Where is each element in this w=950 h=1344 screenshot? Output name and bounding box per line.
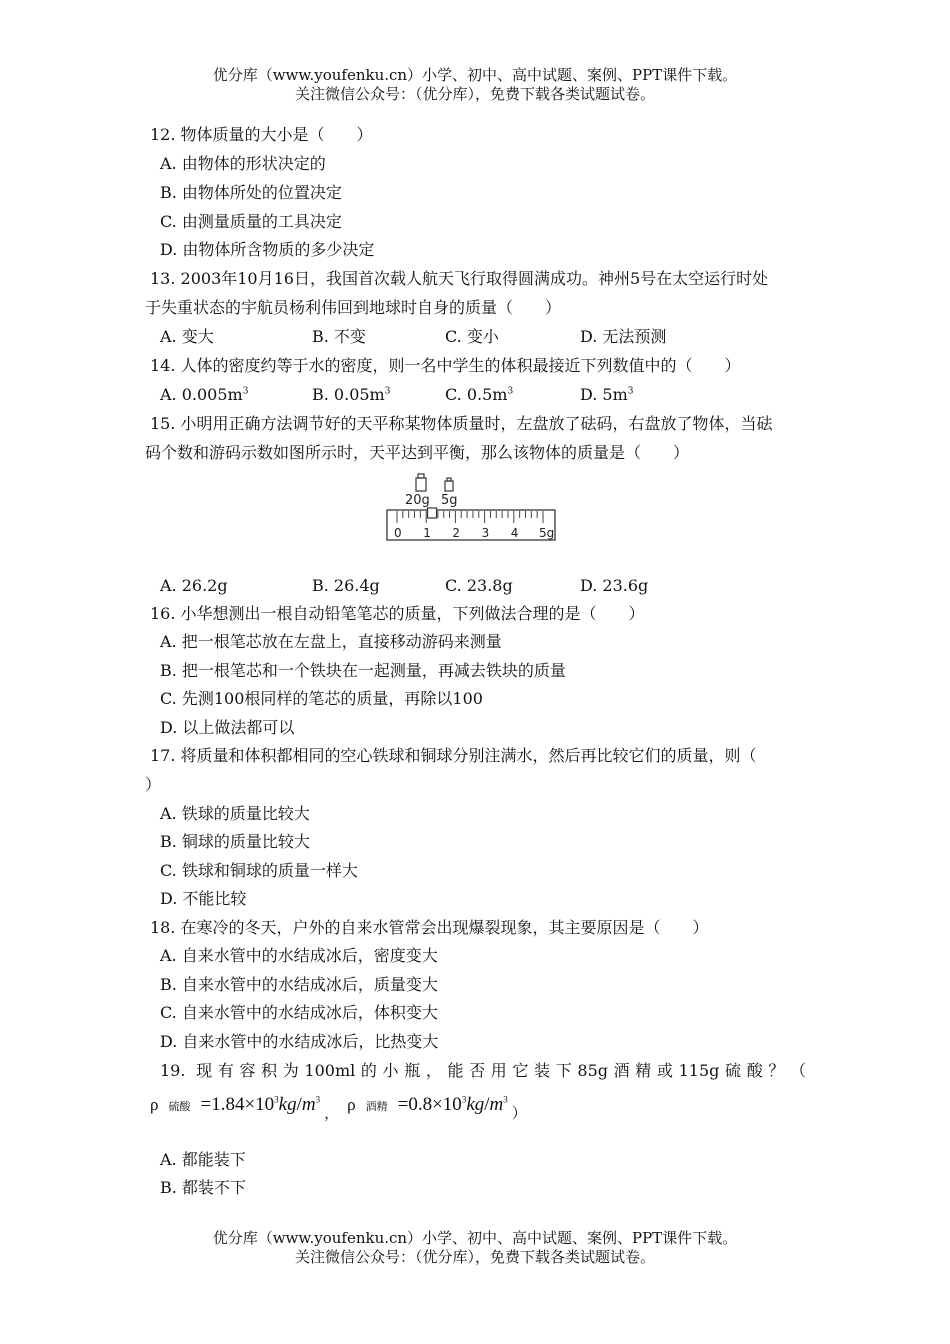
q16-option-a: A. 把一根笔芯放在左盘上，直接移动游码来测量: [160, 632, 502, 651]
weight-20g: [416, 474, 426, 491]
q19-option-a: A. 都能装下: [160, 1150, 246, 1169]
q18-stem: 18. 在寒冷的冬天，户外的自来水管常会出现爆裂现象，其主要原因是（ ）: [150, 918, 709, 937]
q17-stem-line-2: ）: [145, 775, 162, 794]
q16-option-d: D. 以上做法都可以: [160, 718, 295, 737]
q13-stem-line-1: 13. 2003年10月16日，我国首次载人航天飞行取得圆满成功。神州5号在太空运行时处: [150, 269, 769, 288]
footer-line-2: 关注微信公众号：（优分库），免费下载各类试题试卷。: [294, 1248, 655, 1266]
q17-option-b: B. 铜球的质量比较大: [160, 832, 310, 851]
q16-stem: 16. 小华想测出一根自动铅笔笔芯的质量，下列做法合理的是（ ）: [150, 604, 645, 623]
scale-tick-label: 2: [452, 526, 461, 540]
q13-stem-line-2: 于失重状态的宇航员杨利伟回到地球时自身的质量（ ）: [145, 298, 562, 317]
scale-tick-label: 3: [481, 526, 490, 540]
q19-stem: 19. 现有容积为100ml的小瓶，能否用它装下85g酒精或115g硫酸？（: [160, 1061, 806, 1080]
q12-option-d: D. 由物体所含物质的多少决定: [160, 240, 375, 259]
q17-stem-line-1: 17. 将质量和体积都相同的空心铁球和铜球分别注满水，然后再比较它们的质量，则（: [150, 746, 757, 765]
q14-option-c: C. $0.5m^3$: [445, 385, 514, 404]
scale-tick-label: 4: [510, 526, 519, 540]
header-line-2: 关注微信公众号：（优分库），免费下载各类试题试卷。: [294, 85, 655, 103]
balance-figure: [383, 470, 561, 546]
weight-20g-label: 20g: [405, 493, 430, 508]
q19-density-formula: [150, 1094, 527, 1122]
sulfuric-acid-density: $=1.84\times 10^3kg/m^3$: [200, 1094, 321, 1115]
q18-option-c: C. 自来水管中的水结成冰后，体积变大: [160, 1003, 438, 1022]
q16-option-c: C. 先测100根同样的笔芯的质量，再除以100: [160, 689, 483, 708]
q15-option-a: A. 26.2g: [160, 576, 228, 595]
footer-line-1: 优分库（www.youfenku.cn）小学、初中、高中试题、案例、PPT课件下载。: [212, 1229, 738, 1247]
q18-option-d: D. 自来水管中的水结成冰后，比热变大: [160, 1032, 439, 1051]
formula-close-paren: ）: [511, 1106, 527, 1122]
page-header: [0, 66, 950, 104]
q14-option-a: A. $0.005m^3$: [160, 385, 249, 404]
q15-stem-line-1: 15. 小明用正确方法调节好的天平称某物体质量时，左盘放了砝码，右盘放了物体，当砝: [150, 414, 773, 433]
page-footer: [0, 1229, 950, 1267]
q12-stem: 12. 物体质量的大小是（ ）: [150, 125, 373, 144]
q15-option-c: C. 23.8g: [445, 576, 513, 595]
q15-option-b: B. 26.4g: [312, 576, 380, 595]
q15-stem-line-2: 码个数和游码示数如图所示时，天平达到平衡，那么该物体的质量是（ ）: [145, 443, 690, 462]
header-line-1: 优分库（www.youfenku.cn）小学、初中、高中试题、案例、PPT课件下载。: [212, 66, 738, 84]
rho-subscript-sulfuric: 硫酸: [168, 1101, 191, 1113]
scale-tick-label: 1: [423, 526, 431, 540]
scale-tick-label: 0: [394, 526, 402, 540]
q19-option-b: B. 都装不下: [160, 1178, 246, 1197]
rho-symbol: ρ: [150, 1095, 159, 1114]
q17-option-a: A. 铁球的质量比较大: [160, 804, 310, 823]
q14-option-d: D. $5m^3$: [580, 385, 634, 404]
formula-comma: ，: [324, 1106, 340, 1122]
q17-option-d: D. 不能比较: [160, 889, 247, 908]
q12-option-a: A. 由物体的形状决定的: [160, 154, 326, 173]
scale-tick-label: 5g: [539, 526, 555, 540]
rho-subscript-alcohol: 酒精: [365, 1101, 388, 1113]
rider: [428, 508, 437, 518]
q13-option-b: B. 不变: [312, 327, 366, 346]
beam-scale: [387, 510, 555, 540]
q13-option-d: D. 无法预测: [580, 327, 667, 346]
weight-5g-label: 5g: [441, 493, 458, 508]
q13-option-c: C. 变小: [445, 327, 499, 346]
rho-symbol-2: ρ: [347, 1095, 356, 1114]
q15-option-d: D. 23.6g: [580, 576, 649, 595]
weight-5g: [445, 478, 453, 491]
q12-option-b: B. 由物体所处的位置决定: [160, 183, 342, 202]
q13-option-a: A. 变大: [160, 327, 214, 346]
q18-option-a: A. 自来水管中的水结成冰后，密度变大: [160, 946, 438, 965]
q12-option-c: C. 由测量质量的工具决定: [160, 212, 342, 231]
q14-option-b: B. $0.05m^3$: [312, 385, 391, 404]
q18-option-b: B. 自来水管中的水结成冰后，质量变大: [160, 975, 438, 994]
q17-option-c: C. 铁球和铜球的质量一样大: [160, 861, 358, 880]
alcohol-density: $=0.8\times 10^3kg/m^3$: [397, 1094, 508, 1115]
q16-option-b: B. 把一根笔芯和一个铁块在一起测量，再减去铁块的质量: [160, 661, 566, 680]
q14-stem: 14. 人体的密度约等于水的密度，则一名中学生的体积最接近下列数值中的（ ）: [150, 356, 741, 375]
